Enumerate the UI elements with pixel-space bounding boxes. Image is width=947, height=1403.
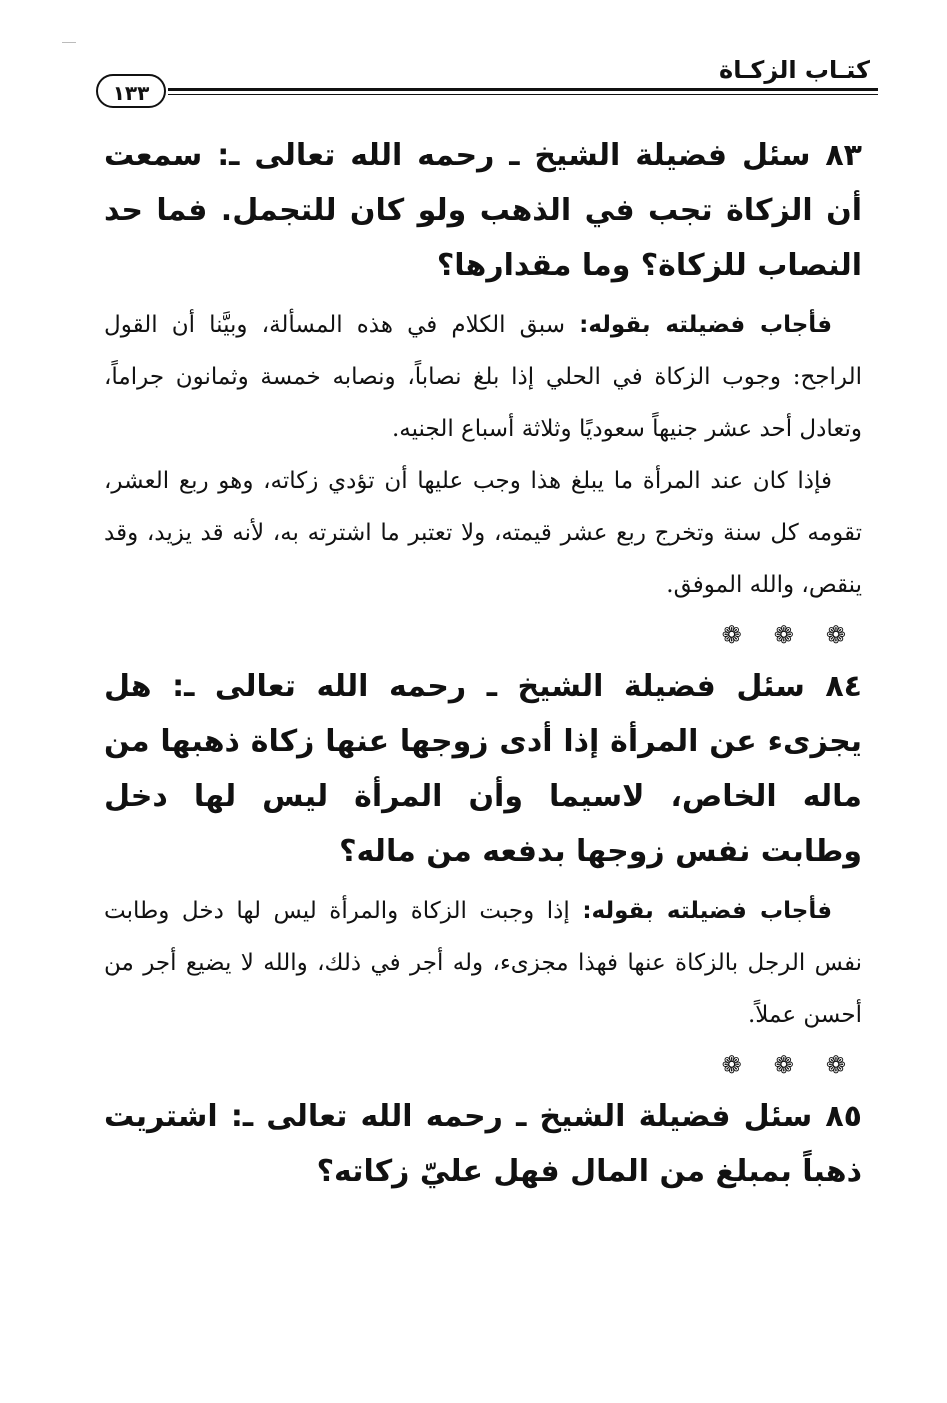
- answer-text: إذا وجبت الزكاة والمرأة ليس لها دخل وطابت نفس الرجل بالزكاة عنها فهذا مجزىء، وله أجر في ذلك، والله لا يضيع أجر من أحسن عملاً.: [104, 898, 862, 1028]
- asterism-icon: ❁: [773, 1051, 794, 1079]
- page-number: ١٣٣: [96, 74, 166, 108]
- section-separator: [104, 1045, 862, 1085]
- asterism-icon: ❁: [721, 621, 742, 649]
- answer-paragraph: [104, 455, 862, 611]
- header-rule-thin: [168, 94, 878, 95]
- asterism-icon: ❁: [721, 1051, 742, 1079]
- question-83: ٨٣ سئل فضيلة الشيخ ـ رحمه الله تعالى ـ: سمعت أن الزكاة تجب في الذهب ولو كان للتجمل. فما حد النصاب للزكاة؟ وما مقدارها؟: [104, 138, 862, 283]
- asterism-icon: ❁: [773, 621, 794, 649]
- chapter-title: كتـاب الزكـاة: [719, 56, 870, 84]
- header-rule: [168, 88, 878, 91]
- answer-lead: فأجاب فضيلته بقوله:: [579, 312, 833, 338]
- scan-mark: [62, 42, 76, 43]
- section-separator: [104, 615, 862, 655]
- answer-lead: فأجاب فضيلته بقوله:: [582, 898, 833, 924]
- asterism-icon: ❁: [825, 1051, 846, 1079]
- answer-text: سبق الكلام في هذه المسألة، وبيَّنا أن القول الراجح: وجوب الزكاة في الحلي إذا بلغ نصاباً، ونصابه خمسة وثمانون جراماً، وتعادل أحد عشر جنيهاً سعوديًا وثلاثة أسباع الجنيه.: [104, 312, 862, 442]
- question-84: ٨٤ سئل فضيلة الشيخ ـ رحمه الله تعالى ـ: هل يجزىء عن المرأة إذا أدى زوجها عنها زكاة ذهبها من ماله الخاص، لاسيما وأن المرأة ليس لها دخل وطابت نفس زوجها بدفعه من ماله؟: [104, 669, 862, 869]
- running-header: [88, 52, 878, 108]
- answer-paragraph: [104, 299, 862, 455]
- asterism-icon: ❁: [825, 621, 846, 649]
- answer-paragraph: [104, 885, 862, 1041]
- question-85: ٨٥ سئل فضيلة الشيخ ـ رحمه الله تعالى ـ: اشتريت ذهباً بمبلغ من المال فهل عليّ زكاته؟: [104, 1099, 862, 1189]
- page-content: [104, 128, 862, 1205]
- answer-text: فإذا كان عند المرأة ما يبلغ هذا وجب عليها أن تؤدي زكاته، وهو ربع العشر، تقومه كل سنة وتخرج ربع عشر قيمته، ولا تعتبر ما اشترته به، لأنه قد يزيد، وقد ينقص، والله الموفق.: [104, 468, 862, 598]
